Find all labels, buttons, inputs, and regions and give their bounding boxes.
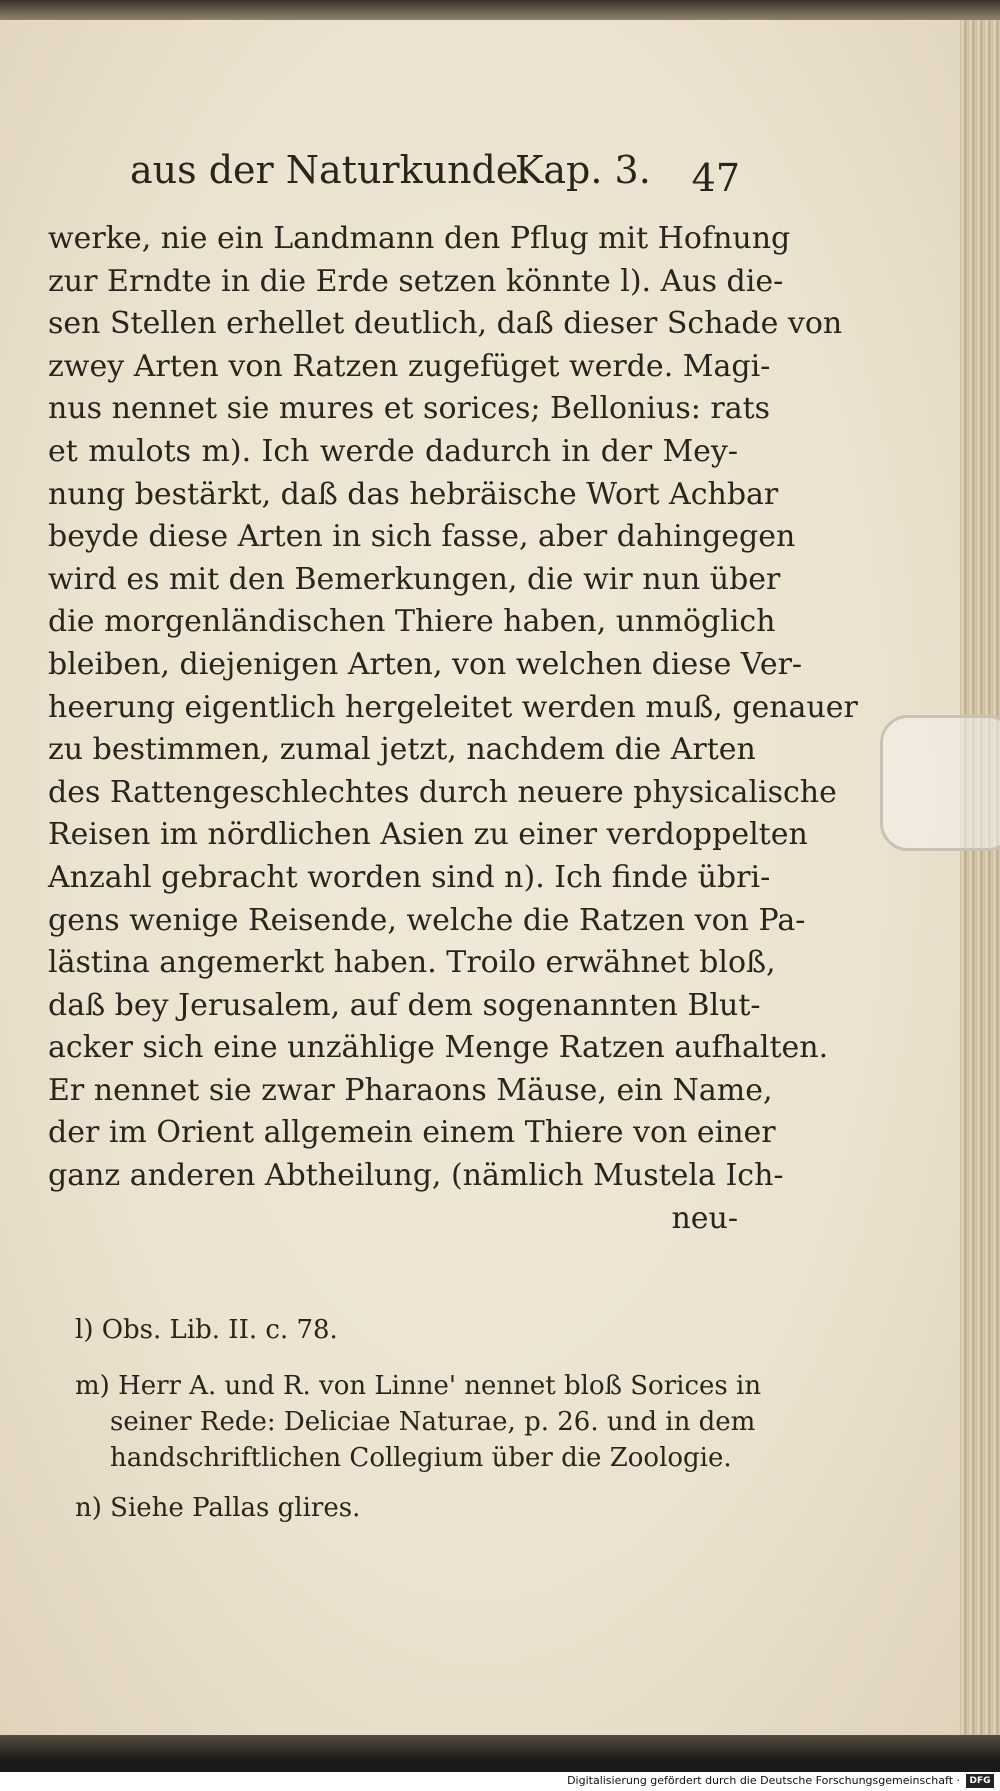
dfg-logo: DFG — [966, 1774, 994, 1788]
text-line: des Rattengeschlechtes durch neuere physicalische — [48, 774, 837, 810]
page-edges — [960, 20, 1000, 1735]
text-line: wird es mit den Bemerkungen, die wir nun über — [48, 561, 781, 597]
text-line: Reisen im nördlichen Asien zu einer verdoppelten — [48, 817, 808, 853]
text-line: daß bey Jerusalem, auf dem sogenannten Blut- — [48, 987, 761, 1023]
funding-credit: Digitalisierung gefördert durch die Deutsche Forschungsgemeinschaft · — [567, 1774, 960, 1787]
text-line: ganz anderen Abtheilung, (nämlich Mustela Ich- — [48, 1158, 784, 1194]
text-line: werke, nie ein Landmann den Pflug mit Hofnung — [48, 221, 791, 256]
text-line: heerung eigentlich hergeleitet werden muß, genauer — [48, 689, 858, 725]
text-line: nus nennet sie mures et sorices; Bellonius: rats — [48, 391, 771, 427]
text-line: zwey Arten von Ratzen zugefüget werde. Magi- — [48, 348, 771, 384]
text-line: et mulots m). Ich werde dadurch in der Mey- — [48, 433, 738, 469]
text-line: Er nennet sie zwar Pharaons Mäuse, ein Name, — [48, 1072, 773, 1108]
footnote-line: handschriftlichen Collegium über die Zoologie. — [110, 1443, 732, 1473]
text-line: bleiben, diejenigen Arten, von welchen diese Ver- — [48, 646, 803, 682]
page-header — [130, 140, 740, 200]
text-line: zu bestimmen, zumal jetzt, nachdem die Arten — [48, 732, 756, 768]
text-line: gens wenige Reisende, welche die Ratzen von Pa- — [48, 902, 806, 938]
footnote-line: m) Herr A. und R. von Linne' nennet bloß Sorices in — [75, 1371, 762, 1401]
digitization-footer — [0, 1772, 1000, 1791]
footnote-l: l) Obs. Lib. II. c. 78. — [75, 1315, 338, 1345]
footnote-n: n) Siehe Pallas glires. — [75, 1493, 361, 1523]
bookmark-clip — [880, 715, 1000, 851]
body-text — [48, 218, 858, 1240]
page-number: 47 — [691, 156, 740, 200]
text-line: die morgenländischen Thiere haben, unmöglich — [48, 604, 776, 640]
text-line: zur Erndte in die Erde setzen könnte l). Aus die- — [48, 263, 784, 299]
footnote-line: seiner Rede: Deliciae Naturae, p. 26. und in dem — [110, 1407, 756, 1437]
text-line: beyde diese Arten in sich fasse, aber dahingegen — [48, 519, 796, 555]
text-line: lästina angemerkt haben. Troilo erwähnet bloß, — [48, 945, 776, 981]
footnote-m — [75, 1368, 761, 1476]
text-line: Anzahl gebracht worden sind n). Ich finde übri- — [48, 859, 771, 895]
text-line: acker sich eine unzählige Menge Ratzen aufhalten. — [48, 1030, 829, 1066]
text-line: der im Orient allgemein einem Thiere von einer — [48, 1115, 776, 1151]
running-title: aus der Naturkunde. — [130, 148, 531, 192]
chapter-label: Kap. 3. — [515, 148, 651, 192]
text-line: sen Stellen erhellet deutlich, daß dieser Schade von — [48, 306, 843, 342]
catchword: neu- — [671, 1200, 738, 1236]
text-line: nung bestärkt, daß das hebräische Wort Achbar — [48, 476, 779, 512]
